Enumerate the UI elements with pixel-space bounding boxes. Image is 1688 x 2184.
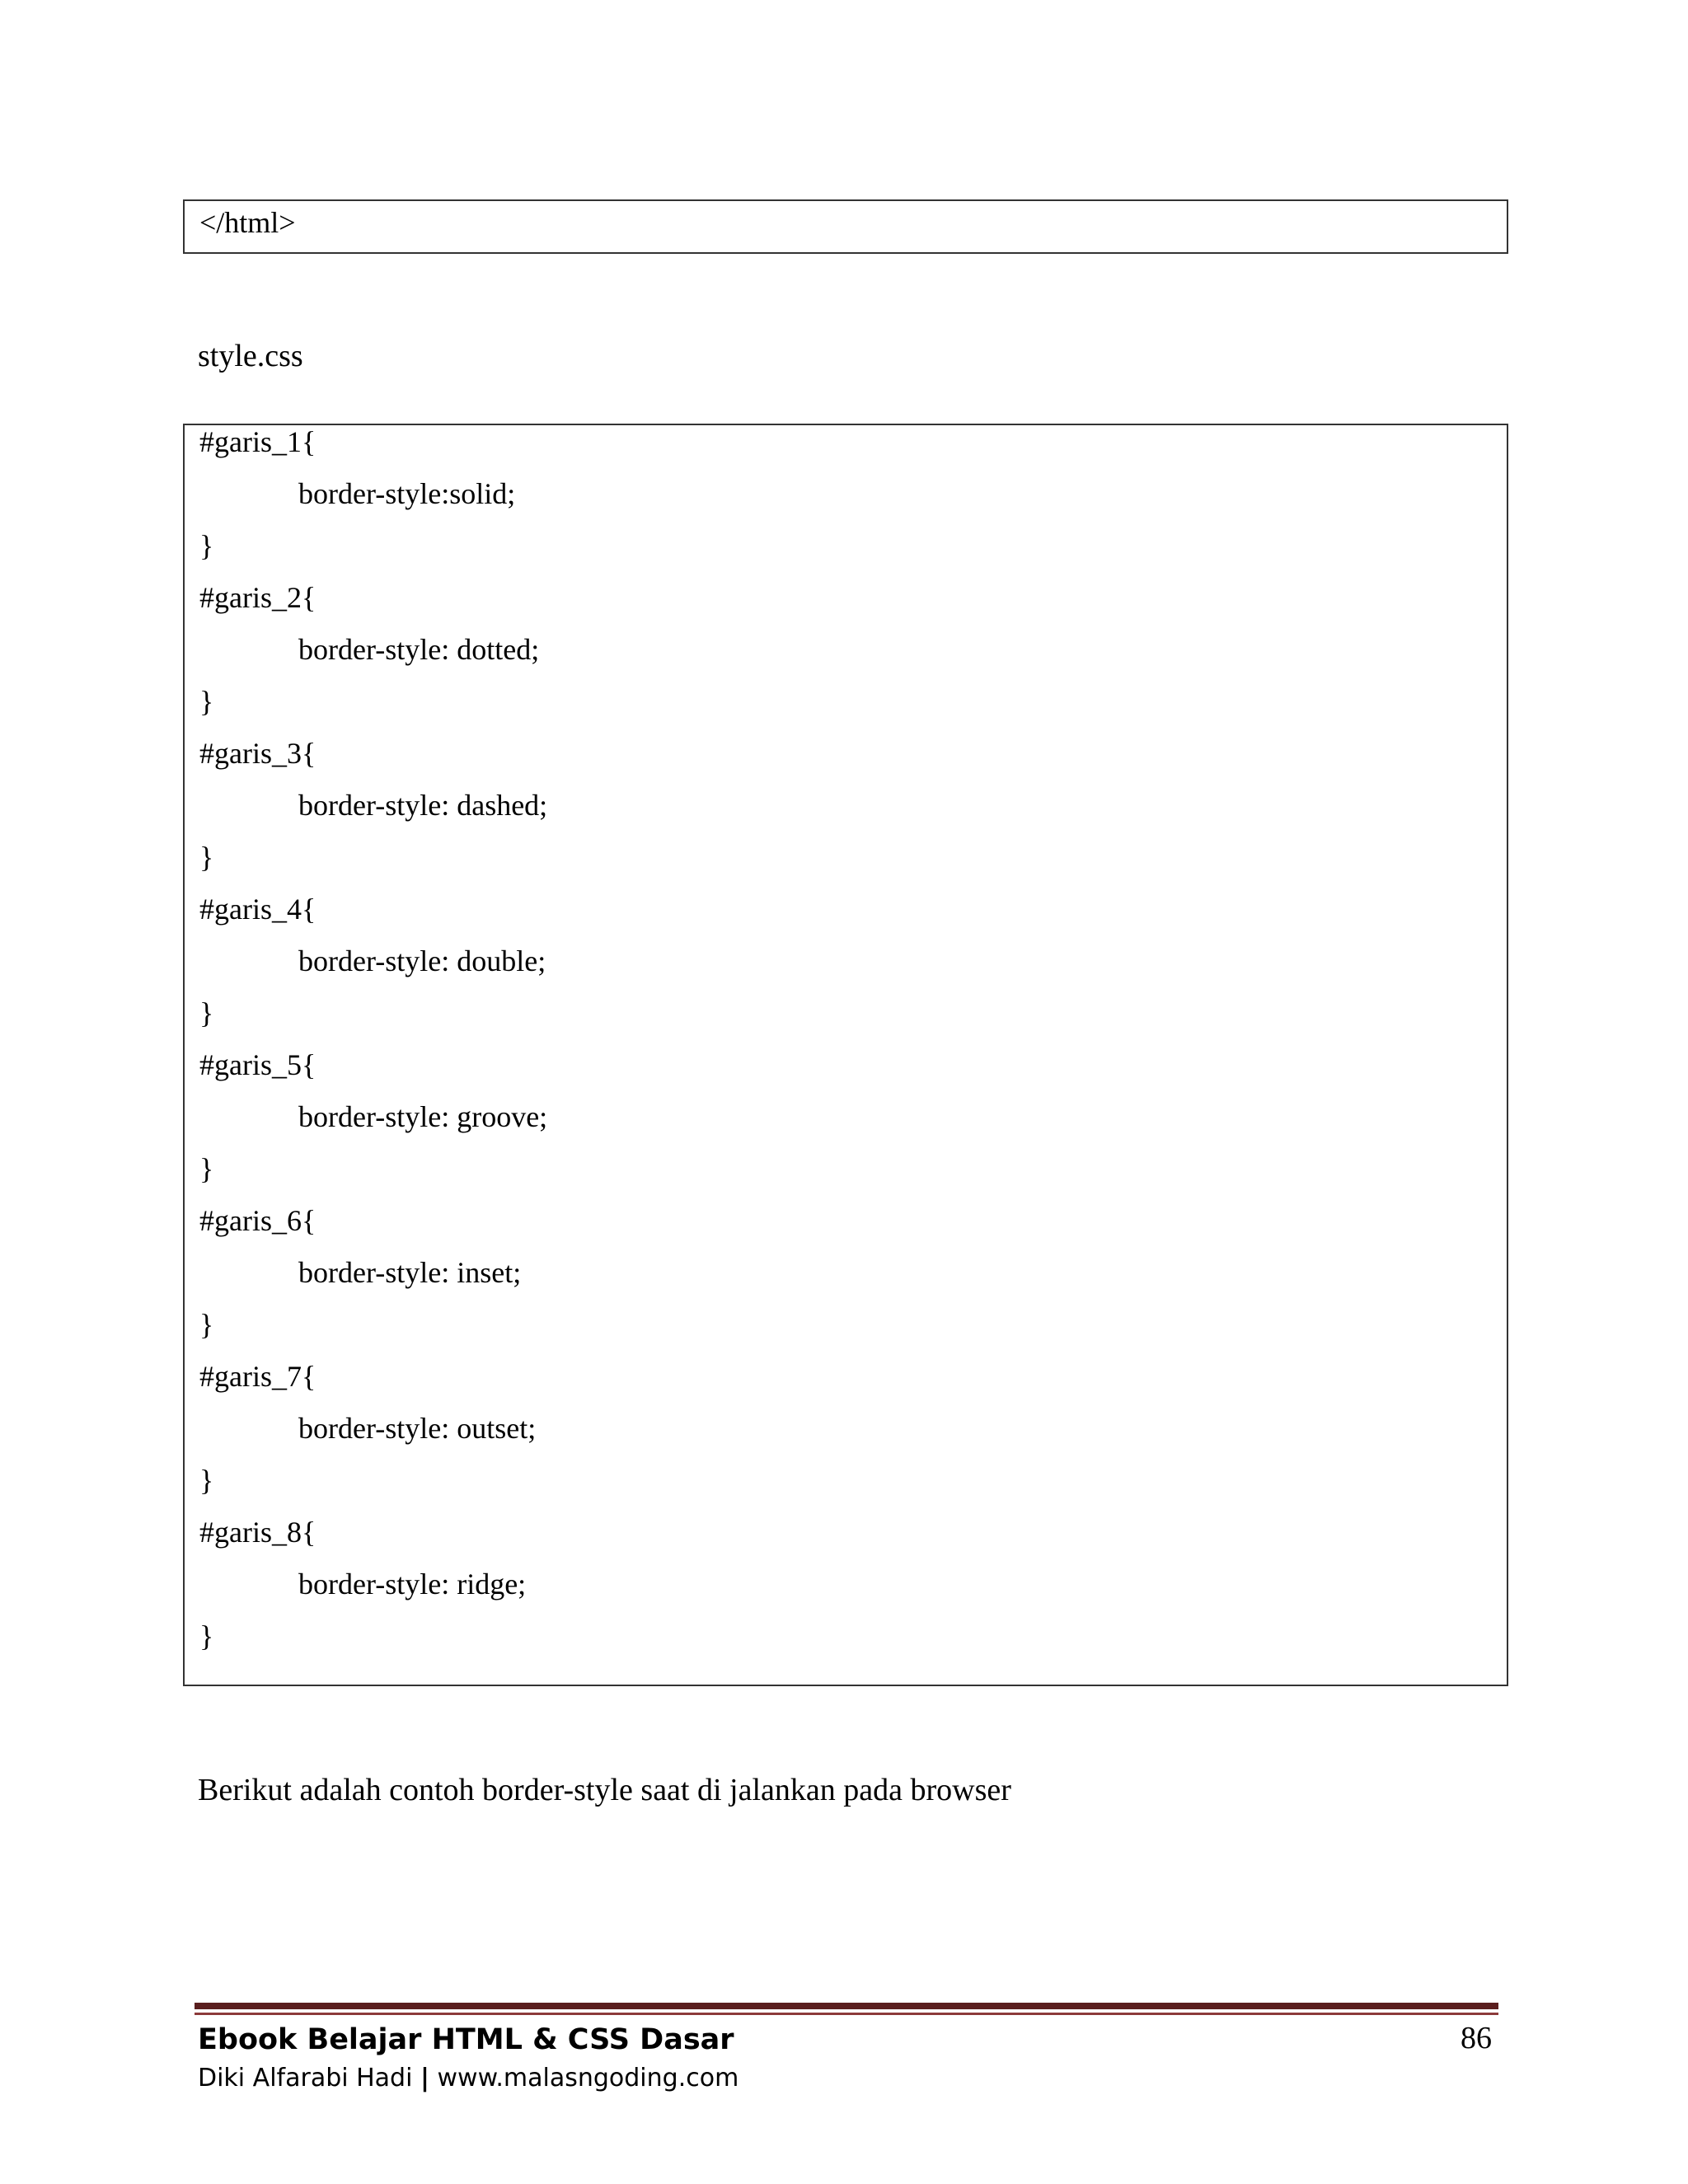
code-line: }	[199, 685, 214, 718]
code-line: }	[199, 1308, 214, 1341]
code-line: #garis_1{	[199, 425, 316, 458]
code-line: border-style: groove;	[298, 1100, 548, 1133]
code-line: }	[199, 996, 214, 1029]
code-line: #garis_5{	[199, 1048, 316, 1081]
code-line: #garis_2{	[199, 581, 316, 614]
footer-author: Diki Alfarabi Hadi	[198, 2064, 413, 2093]
footer-rule-thick	[195, 2003, 1498, 2009]
footer-author-line	[198, 2062, 738, 2095]
code-line: }	[199, 529, 214, 562]
code-line: border-style: outset;	[298, 1412, 537, 1445]
footer-book-title: Ebook Belajar HTML & CSS Dasar	[198, 2023, 734, 2056]
code-line: }	[199, 1464, 214, 1497]
code-line: border-style: ridge;	[298, 1568, 527, 1601]
code-line: }	[199, 841, 214, 874]
css-filename-label: style.css	[198, 339, 303, 373]
code-line: border-style: inset;	[298, 1256, 522, 1289]
caption-text: Berikut adalah contoh border-style saat di jalankan pada browser	[198, 1773, 1011, 1807]
css-code-box	[183, 424, 1508, 1686]
code-line: #garis_6{	[199, 1204, 316, 1237]
code-line: border-style: double;	[298, 944, 546, 977]
html-code-box	[183, 199, 1508, 254]
footer-website-link[interactable]: www.malasngoding.com	[437, 2064, 739, 2093]
code-line: #garis_8{	[199, 1516, 316, 1549]
footer-rule-thin	[195, 2013, 1498, 2015]
code-line: border-style: dashed;	[298, 789, 548, 822]
code-line: #garis_7{	[199, 1360, 316, 1393]
code-line: }	[199, 1152, 214, 1185]
code-line: }	[199, 1619, 214, 1652]
footer-separator: |	[420, 2064, 429, 2093]
code-line: border-style:solid;	[298, 477, 516, 510]
page-number: 86	[1461, 2021, 1492, 2055]
code-line: #garis_3{	[199, 737, 316, 770]
code-line: border-style: dotted;	[298, 633, 540, 666]
code-line: #garis_4{	[199, 893, 316, 926]
code-line: </html>	[199, 206, 296, 239]
